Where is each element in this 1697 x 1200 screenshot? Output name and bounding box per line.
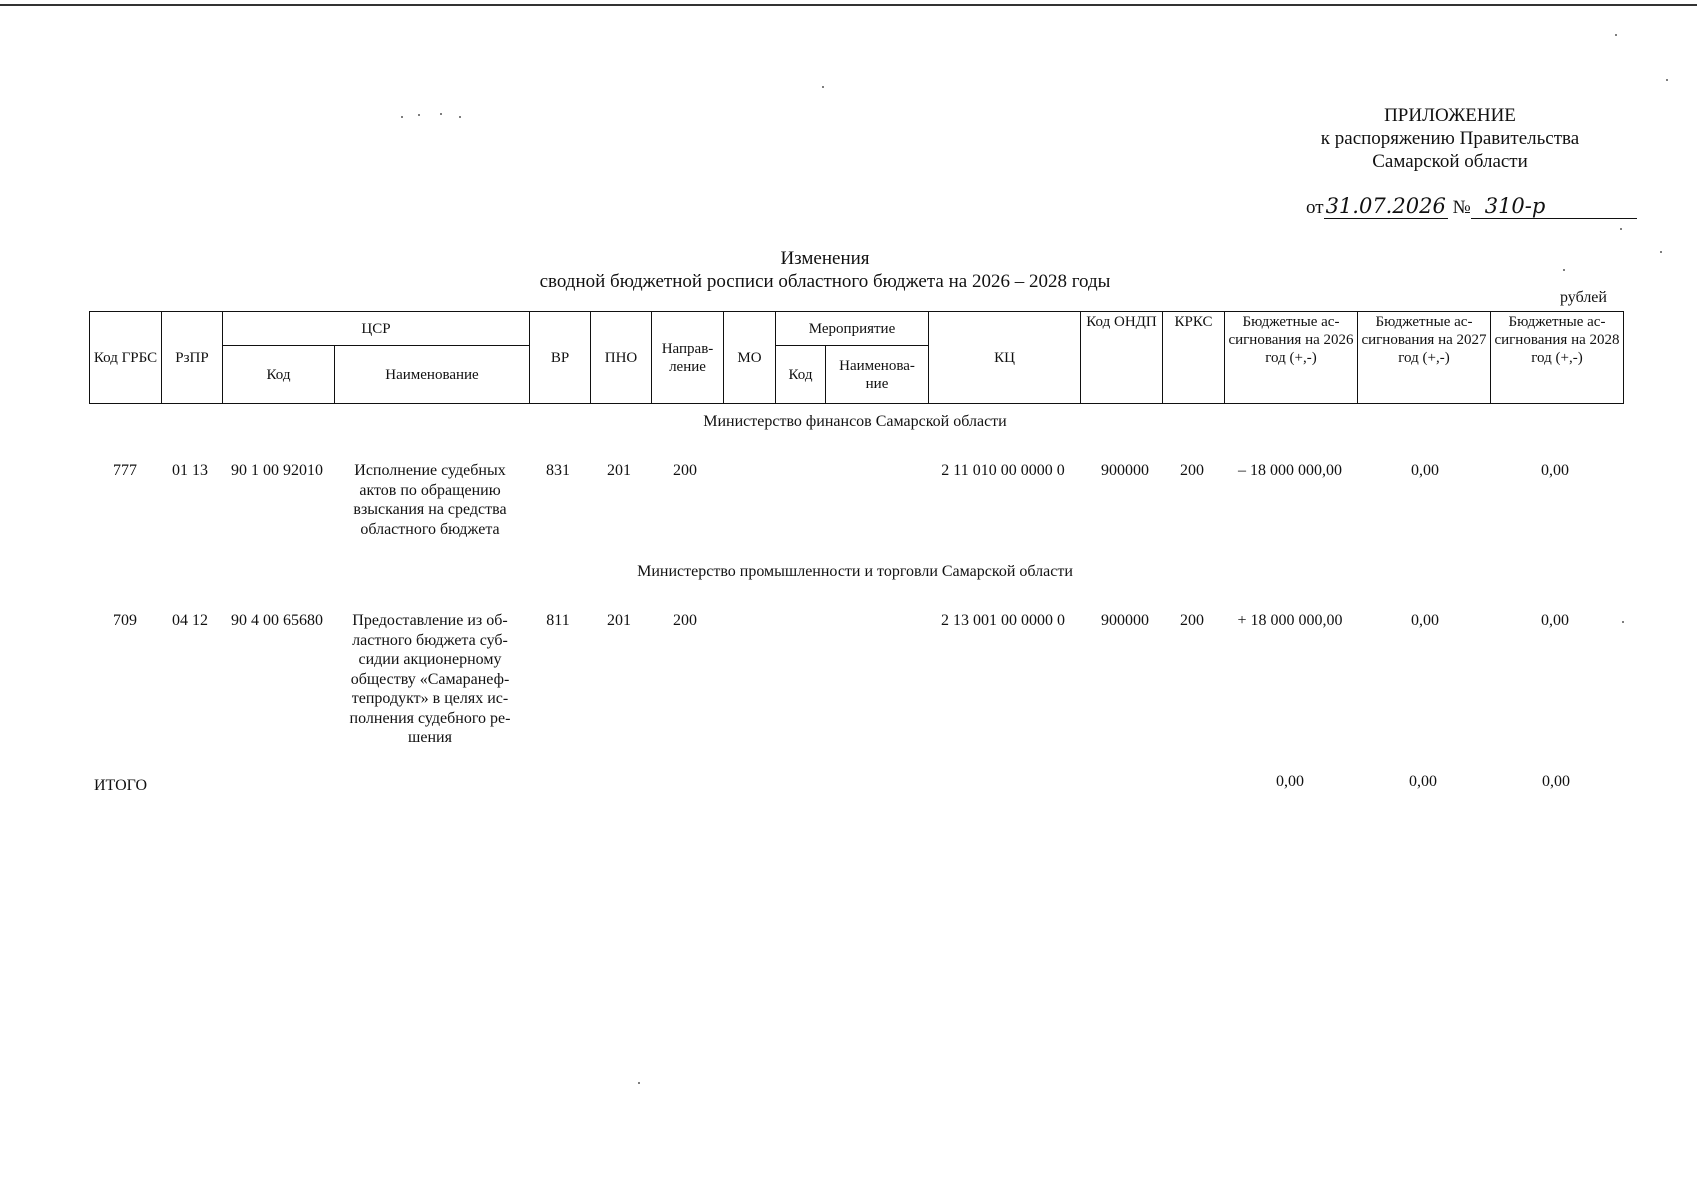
document-title: [430, 247, 1220, 293]
row2-kc: 2 13 001 00 0000 0: [941, 612, 1065, 629]
row1-grbs: 777: [113, 462, 137, 479]
row2-vr: 811: [546, 612, 570, 629]
scan-speck: [459, 116, 461, 118]
order-date-number: [1306, 194, 1637, 219]
order-number: 310-р: [1471, 194, 1637, 219]
row2-krks: 200: [1180, 612, 1204, 629]
appendix-title: ПРИЛОЖЕНИЕ: [1384, 105, 1516, 126]
row2-2026: + 18 000 000,00: [1237, 612, 1343, 629]
total-2026: 0,00: [1276, 773, 1304, 790]
col-event-code: Код: [776, 346, 826, 404]
row2-2027: 0,00: [1411, 612, 1439, 629]
row1-2028: 0,00: [1541, 462, 1569, 479]
top-scan-line: [0, 4, 1697, 6]
col-kc: КЦ: [929, 312, 1081, 404]
col-rzpr: РзПР: [162, 312, 223, 404]
number-prefix: №: [1452, 197, 1471, 218]
row2-2028: 0,00: [1541, 612, 1569, 629]
title-line-1: Изменения: [780, 248, 870, 269]
row1-2026: – 18 000 000,00: [1238, 462, 1342, 479]
section-title-minprom: Министерство промышленности и торговли Самарской области: [637, 563, 1073, 580]
row2-grbs: 709: [113, 612, 137, 629]
section-title-minfin: Министерство финансов Самарской области: [703, 413, 1007, 430]
row2-csr-code: 90 4 00 65680: [231, 612, 323, 629]
scan-speck: [1622, 621, 1624, 623]
total-label: ИТОГО: [94, 777, 148, 794]
col-2027: Бюджетные ас-сигнования на 2027 год (+,-): [1358, 312, 1491, 404]
scan-speck: [1620, 228, 1622, 230]
row2-pno: 201: [607, 612, 631, 629]
col-csr-code: Код: [223, 346, 335, 404]
col-mo: МО: [724, 312, 776, 404]
col-csr: ЦСР: [223, 312, 530, 346]
row1-rzpr: 01 13: [172, 462, 208, 479]
appendix-subtitle-2: Самарской области: [1372, 151, 1528, 172]
row1-2027: 0,00: [1411, 462, 1439, 479]
row1-pno: 201: [607, 462, 631, 479]
units-label: рублей: [1560, 289, 1607, 306]
row1-vr: 831: [546, 462, 570, 479]
col-pno: ПНО: [591, 312, 652, 404]
appendix-subtitle-1: к распоряжению Правительства: [1320, 128, 1580, 149]
col-grbs: Код ГРБС: [90, 312, 162, 404]
col-vr: ВР: [530, 312, 591, 404]
row1-krks: 200: [1180, 462, 1204, 479]
row2-ondp: 900000: [1101, 612, 1149, 629]
row1-name: Исполнение судебных актов по обращению взыскания на средства областного бюджета: [353, 462, 507, 538]
scan-speck: [1563, 269, 1565, 271]
scan-speck: [401, 116, 403, 118]
row1-direction: 200: [673, 462, 697, 479]
scan-speck: [418, 114, 420, 116]
col-ondp: Код ОНДП: [1081, 312, 1163, 404]
scan-speck: [1666, 79, 1668, 81]
scan-speck: [638, 1082, 640, 1084]
col-2026: Бюджетные ас-сигнования на 2026 год (+,-): [1225, 312, 1358, 404]
col-direction: Направ-ление: [652, 312, 724, 404]
col-krks: КРКС: [1163, 312, 1225, 404]
row2-name: Предоставление из об-ластного бюджета суб-сидии акционерному обществу «Самаранеф-тепродукт» в целях ис-полнения судебного ре-шения: [349, 612, 511, 746]
budget-table-header: [89, 311, 1624, 404]
title-line-2: сводной бюджетной росписи областного бюджета на 2026 – 2028 годы: [539, 271, 1111, 292]
col-csr-name: Наименование: [335, 346, 530, 404]
row1-ondp: 900000: [1101, 462, 1149, 479]
scan-speck: [1615, 34, 1617, 36]
scan-speck: [822, 86, 824, 88]
row2-direction: 200: [673, 612, 697, 629]
date-prefix: от: [1306, 197, 1324, 218]
order-date: 31.07.2026: [1325, 194, 1446, 218]
col-2028: Бюджетные ас-сигнования на 2028 год (+,-): [1491, 312, 1624, 404]
row1-kc: 2 11 010 00 0000 0: [941, 462, 1065, 479]
total-2028: 0,00: [1542, 773, 1570, 790]
appendix-block: [1290, 104, 1610, 173]
scan-speck: [440, 113, 442, 115]
scan-speck: [1660, 251, 1662, 253]
col-event: Мероприятие: [776, 312, 929, 346]
row1-csr-code: 90 1 00 92010: [231, 462, 323, 479]
col-event-name: Наименова-ние: [826, 346, 929, 404]
total-2027: 0,00: [1409, 773, 1437, 790]
row2-rzpr: 04 12: [172, 612, 208, 629]
